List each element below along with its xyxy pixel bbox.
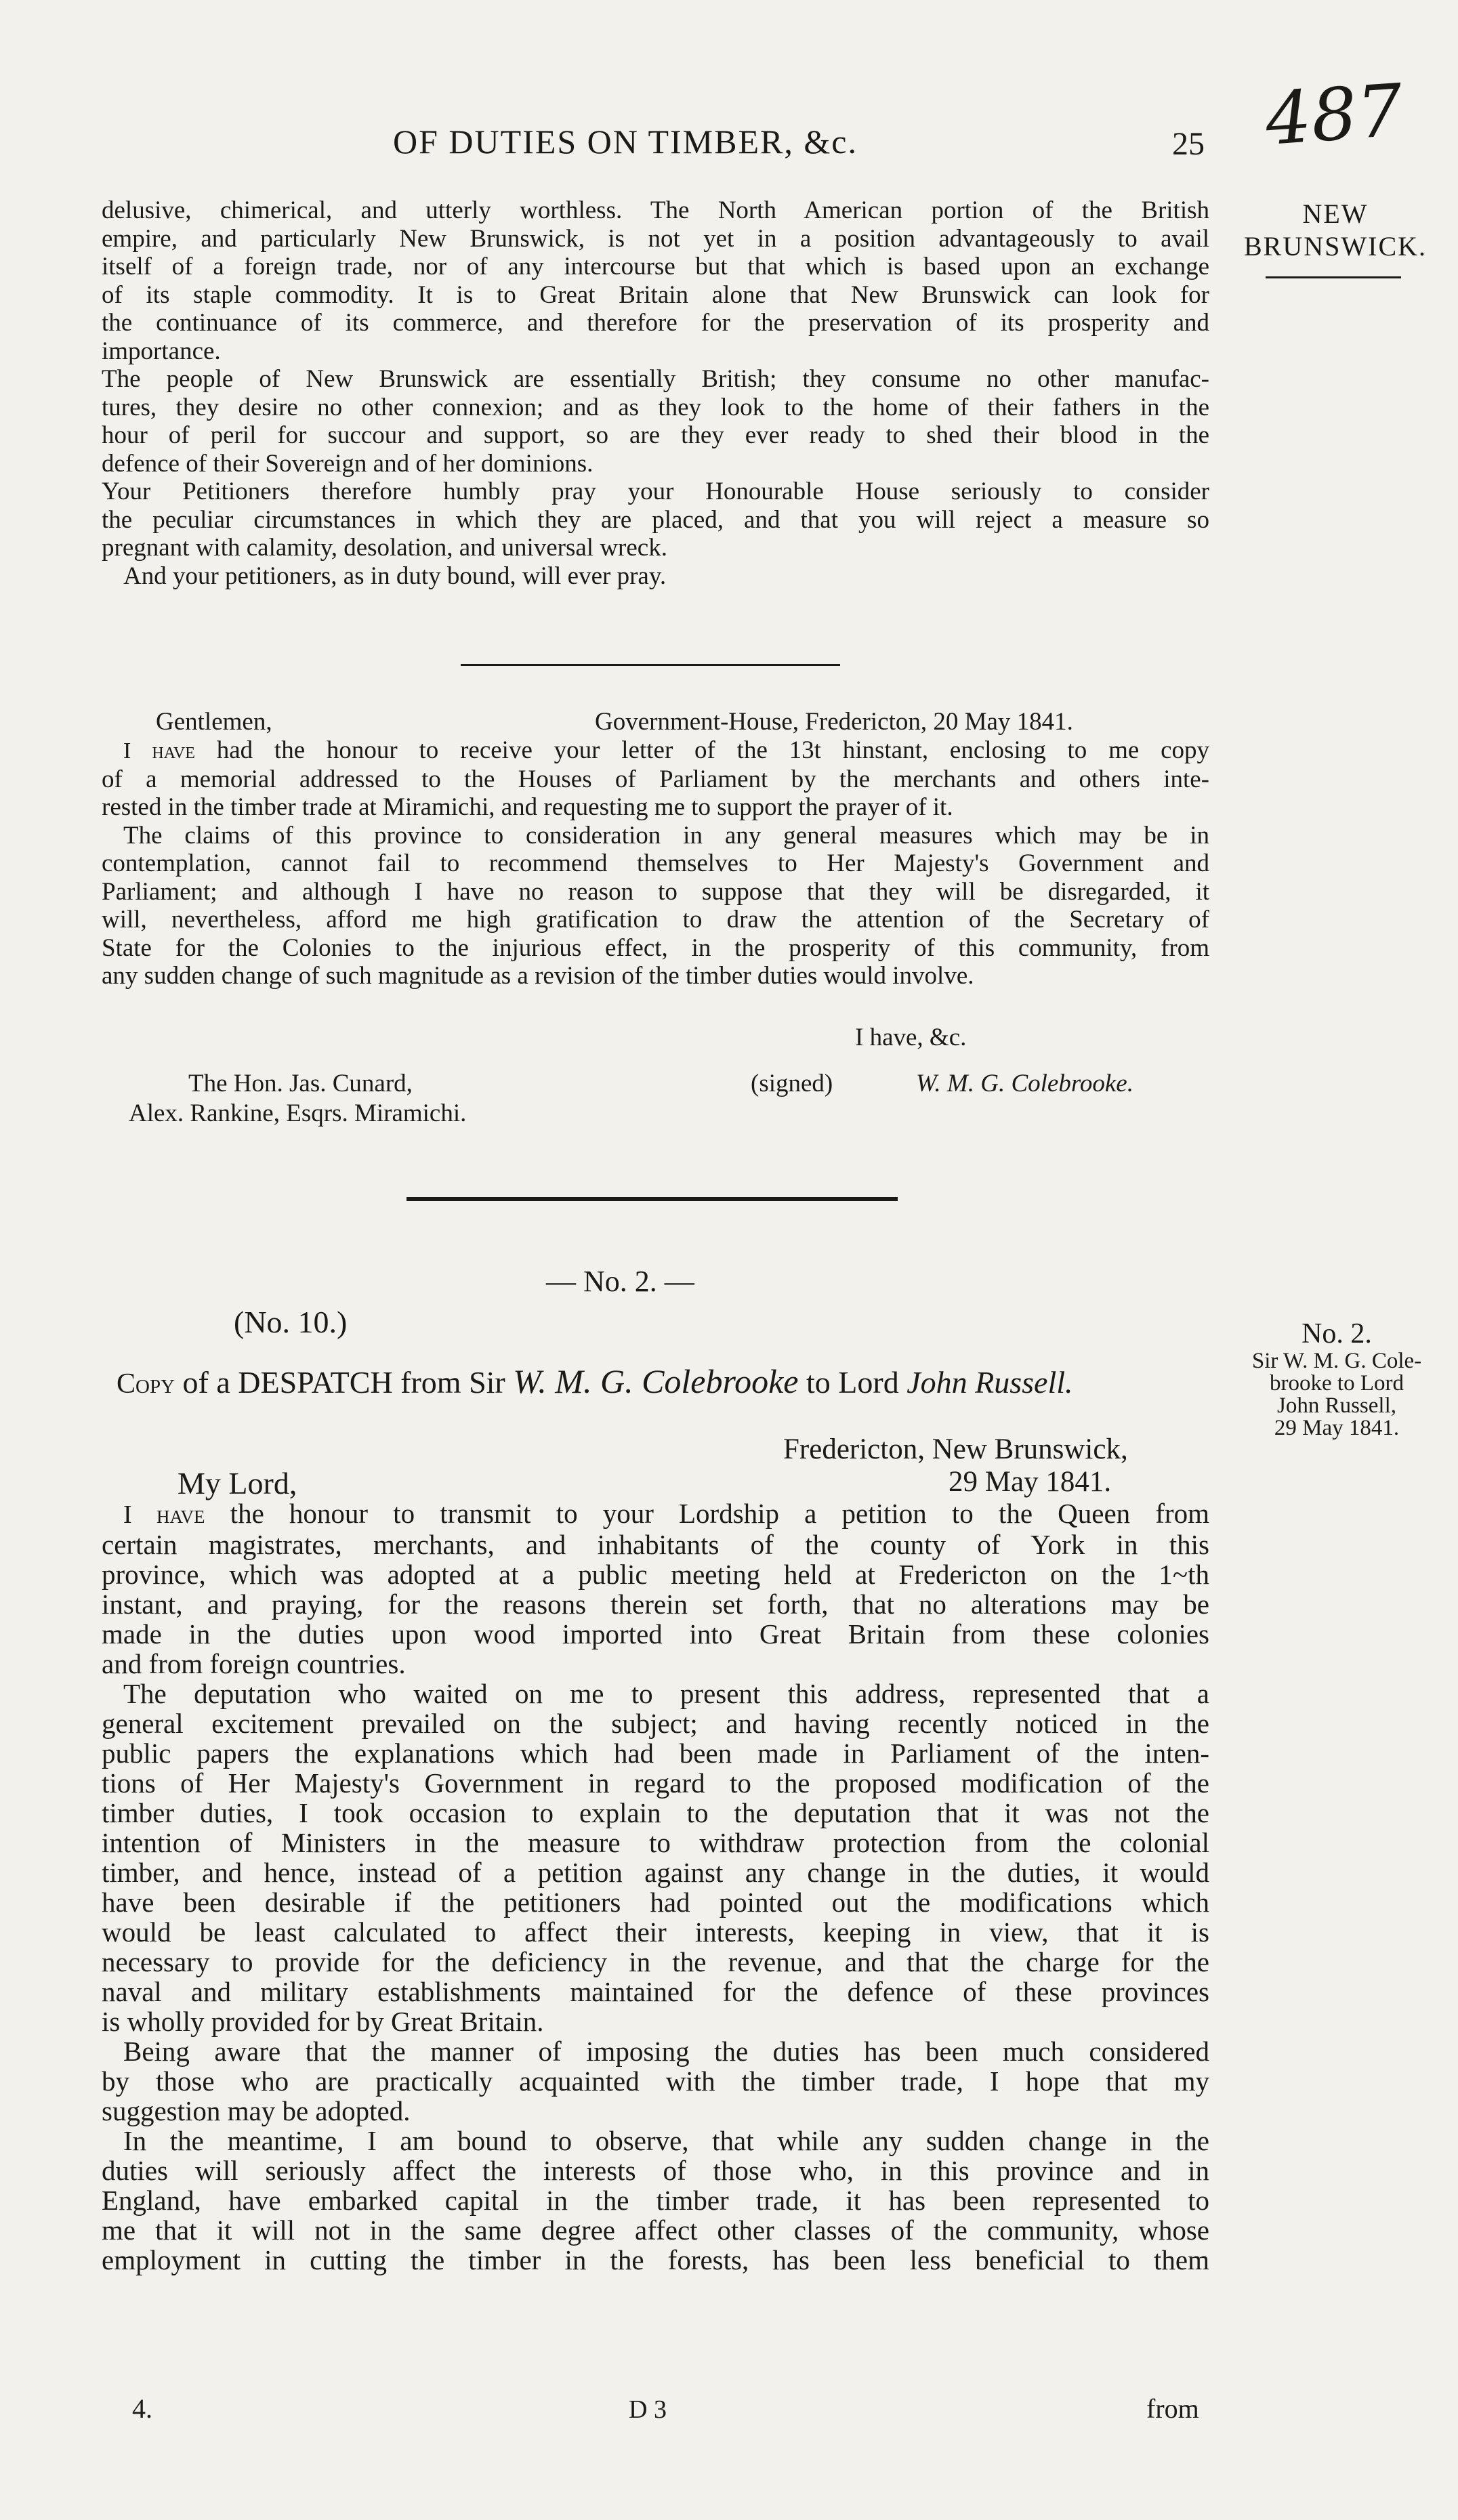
text-line: tions of Her Majesty's Government in regard to the proposed modification of the	[102, 1767, 1209, 1799]
text-line: duties will seriously affect the interests of those who, in this province and in	[102, 2155, 1209, 2186]
text-line: timber, and hence, instead of a petition against any change in the duties, it would	[102, 1857, 1209, 1888]
page-number: 25	[1172, 126, 1205, 162]
text-line: State for the Colonies to the injurious effect, in the prosperity of this community, from	[102, 933, 1209, 962]
sheet-number: 4.	[132, 2393, 152, 2424]
letter-addressee: Alex. Rankine, Esqrs. Miramichi.	[129, 1099, 467, 1127]
title-text: of a DESPATCH from Sir	[175, 1365, 514, 1400]
text-line: and from foreign countries.	[102, 1648, 406, 1679]
catchword: from	[1146, 2393, 1199, 2424]
text-line	[102, 1498, 1209, 1530]
text-line: hour of peril for succour and support, so are they ever ready to shed their blood in the	[102, 421, 1209, 449]
text-line: the continuance of its commerce, and therefore for the preservation of its prosperity and	[102, 309, 1209, 337]
text-line: me that it will not in the same degree affect other classes of the community, whose	[102, 2214, 1209, 2246]
text-line: employment in cutting the timber in the forests, has been less beneficial to them	[102, 2244, 1209, 2275]
section-divider	[407, 1197, 898, 1201]
margin-divider	[1266, 276, 1401, 278]
text-line: In the meantime, I am bound to observe, that while any sudden change in the	[123, 2125, 1209, 2156]
text-line: instant, and praying, for the reasons therein set forth, that no alterations may be	[102, 1589, 1209, 1620]
title-text: to Lord	[798, 1365, 907, 1400]
despatch-body	[102, 1498, 1209, 2275]
margin-note	[1225, 1318, 1449, 1440]
text-line: is wholly provided for by Great Britain.	[102, 2006, 544, 2037]
text-line	[102, 736, 1209, 765]
margin-note-number: No. 2.	[1301, 1318, 1372, 1349]
text-line: suggestion may be adopted.	[102, 2095, 411, 2126]
text-line: certain magistrates, merchants, and inhabitants of the county of York in this	[102, 1529, 1209, 1560]
text-line: by those who are practically acquainted with the timber trade, I hope that my	[102, 2065, 1209, 2097]
text-line: delusive, chimerical, and utterly worthless. The North American portion of the British	[102, 196, 1209, 224]
text-line: Being aware that the manner of imposing the duties has been much considered	[123, 2036, 1209, 2067]
signature-mark: D 3	[629, 2395, 667, 2424]
margin-note-line: Sir W. M. G. Cole-	[1251, 1349, 1422, 1373]
text-line: England, have embarked capital in the timber trade, it has been represented to	[102, 2185, 1209, 2216]
text-line: pregnant with calamity, desolation, and universal wreck.	[102, 534, 667, 562]
letter-dateline: Government-House, Fredericton, 20 May 1841.	[595, 708, 1073, 736]
margin-section-heading	[1244, 198, 1427, 263]
handwritten-folio-number: 487	[1262, 68, 1406, 161]
despatch-place: Fredericton, New Brunswick,	[783, 1433, 1128, 1465]
text-line: province, which was adopted at a public meeting held at Fredericton on the 1~th	[102, 1559, 1209, 1590]
text-line: the peculiar circumstances in which they are placed, and that you will reject a measure so	[102, 505, 1209, 534]
margin-heading-line: NEW	[1302, 198, 1369, 229]
opening-small-caps: I have	[123, 1500, 205, 1529]
text-line: will, nevertheless, afford me high gratification to draw the attention of the Secretary of	[102, 906, 1209, 933]
text-line: timber duties, I took occasion to explain to the deputation that it was not the	[102, 1797, 1209, 1828]
text-line: naval and military establishments maintained for the defence of these provinces	[102, 1976, 1209, 2007]
letter-addressee: The Hon. Jas. Cunard,	[188, 1070, 413, 1097]
signed-label: (signed)	[751, 1070, 833, 1097]
despatch-title	[117, 1362, 1073, 1401]
text-line: intention of Ministers in the measure to withdraw protection from the colonial	[102, 1827, 1209, 1858]
text-line: would be least calculated to affect their interests, keeping in view, that it is	[102, 1916, 1209, 1948]
text-line: necessary to provide for the deficiency in the revenue, and that the charge for the	[102, 1946, 1209, 1977]
text-line: The deputation who waited on me to present this address, represented that a	[123, 1678, 1209, 1709]
margin-note-line: 29 May 1841.	[1274, 1416, 1400, 1440]
text-line: itself of a foreign trade, nor of any intercourse but that which is based upon an exchange	[102, 253, 1209, 280]
section-number: — No. 2. —	[546, 1265, 694, 1298]
letter-body	[102, 736, 1209, 990]
text-line: of a memorial addressed to the Houses of Parliament by the merchants and others inte-	[102, 765, 1209, 793]
text-line: Your Petitioners therefore humbly pray your Honourable House seriously to consider	[102, 478, 1209, 505]
letter-signature: W. M. G. Colebrooke.	[916, 1070, 1133, 1097]
margin-note-line: brooke to Lord	[1270, 1371, 1404, 1395]
title-name: W. M. G. Colebrooke	[513, 1362, 799, 1400]
despatch-number: (No. 10.)	[234, 1305, 348, 1339]
text-line: rested in the timber trade at Miramichi, and requesting me to support the prayer of it.	[102, 793, 953, 821]
letter-salutation: Gentlemen,	[156, 708, 272, 736]
text-line: contemplation, cannot fail to recommend themselves to Her Majesty's Government and	[102, 849, 1209, 877]
text-line: general excitement prevailed on the subject; and having recently noticed in the	[102, 1708, 1209, 1739]
text-line: public papers the explanations which had been made in Parliament of the inten-	[102, 1738, 1209, 1769]
text-line: tures, they desire no other connexion; and as they look to the home of their fathers in the	[102, 393, 1209, 421]
section-divider	[461, 664, 840, 666]
text-line: And your petitioners, as in duty bound, will ever pray.	[123, 562, 667, 590]
margin-note-line: John Russell,	[1276, 1393, 1397, 1418]
letter-closing: I have, &c.	[855, 1024, 967, 1051]
text-line-rest: the honour to transmit to your Lordship a petition to the Queen from	[205, 1498, 1209, 1529]
despatch-salutation: My Lord,	[178, 1466, 297, 1500]
margin-heading-line: BRUNSWICK.	[1244, 231, 1428, 261]
title-small-caps: Copy	[117, 1368, 175, 1400]
title-name: John Russell.	[907, 1365, 1073, 1400]
text-line: any sudden change of such magnitude as a revision of the timber duties would involve.	[102, 962, 974, 990]
text-line: empire, and particularly New Brunswick, is not yet in a position advantageously to avail	[102, 224, 1209, 253]
text-line: importance.	[102, 337, 221, 365]
text-line: defence of their Sovereign and of her dominions.	[102, 449, 593, 478]
running-title: OF DUTIES ON TIMBER, &c.	[393, 123, 858, 161]
text-line: The people of New Brunswick are essentially British; they consume no other manufac-	[102, 365, 1209, 393]
petition-text	[102, 196, 1209, 590]
text-line: of its staple commodity. It is to Great Britain alone that New Brunswick can look for	[102, 280, 1209, 309]
text-line: made in the duties upon wood imported into Great Britain from these colonies	[102, 1618, 1209, 1650]
text-line-rest: had the honour to receive your letter of the 13t hinstant, enclosing to me copy	[194, 736, 1209, 764]
text-line: have been desirable if the petitioners had pointed out the modifications which	[102, 1887, 1209, 1918]
opening-small-caps: I have	[123, 738, 195, 763]
text-line: Parliament; and although I have no reason to suppose that they will be disregarded, it	[102, 877, 1209, 906]
text-line: The claims of this province to consideration in any general measures which may be in	[123, 821, 1209, 849]
despatch-date: 29 May 1841.	[949, 1466, 1112, 1498]
